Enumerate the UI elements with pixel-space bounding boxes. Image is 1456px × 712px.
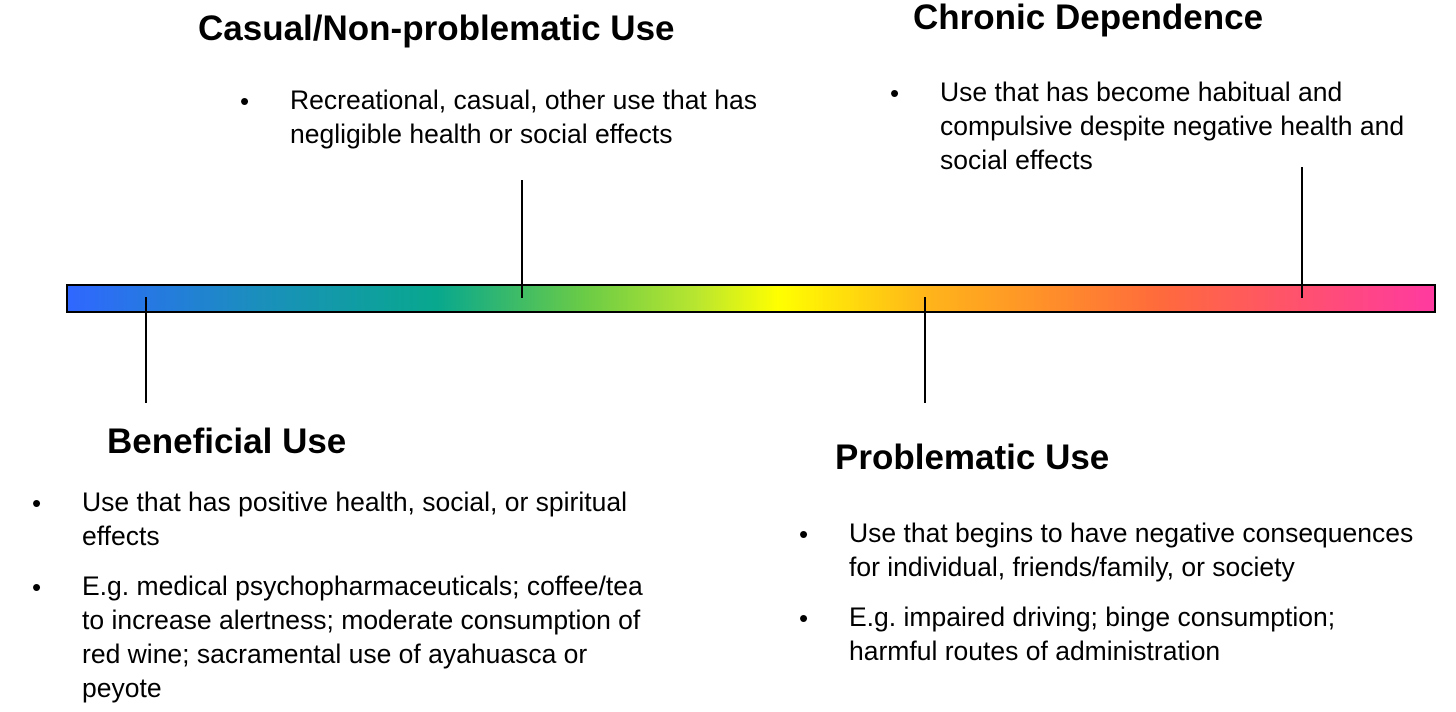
bullet-icon: •	[32, 572, 42, 602]
problematic-use-examples: E.g. impaired driving; binge consumption; harmful routes of administration	[849, 602, 1336, 666]
bullet-icon: •	[799, 603, 809, 633]
list-item	[28, 569, 648, 705]
chronic-dependence-title: Chronic Dependence	[913, 0, 1264, 37]
problematic-use-description: Use that begins to have negative consequences for individual, friends/family, or society	[849, 518, 1414, 582]
list-item	[795, 600, 1415, 668]
problematic-use-title: Problematic Use	[835, 438, 1110, 477]
chronic-dependence-description: Use that has become habitual and compulsive despite negative health and social effects	[940, 77, 1405, 175]
bullet-icon: •	[799, 519, 809, 549]
list-item	[236, 83, 796, 151]
problematic-use-bullet-list	[795, 516, 1415, 668]
list-item	[795, 516, 1415, 584]
problematic-tick-line	[924, 297, 926, 403]
casual-tick-line	[521, 180, 523, 298]
bullet-icon: •	[890, 78, 900, 108]
beneficial-tick-line	[145, 297, 147, 403]
beneficial-use-title: Beneficial Use	[107, 422, 347, 461]
beneficial-use-examples: E.g. medical psychopharmaceuticals; coffee/tea to increase alertness; moderate consumption of red wine; sacramental use of ayahuasca or peyote	[82, 571, 643, 703]
chronic-tick-line	[1301, 167, 1303, 298]
list-item	[28, 485, 648, 553]
casual-use-title: Casual/Non-problematic Use	[198, 9, 675, 48]
casual-use-description: Recreational, casual, other use that has negligible health or social effects	[290, 85, 757, 149]
bullet-icon: •	[32, 488, 42, 518]
beneficial-use-description: Use that has positive health, social, or spiritual effects	[82, 487, 627, 551]
list-item	[886, 75, 1456, 177]
bullet-icon: •	[240, 86, 250, 116]
casual-use-bullet-list	[236, 83, 796, 151]
chronic-dependence-bullet-list	[886, 75, 1456, 177]
use-spectrum-bar	[66, 284, 1436, 313]
beneficial-use-bullet-list	[28, 485, 648, 705]
